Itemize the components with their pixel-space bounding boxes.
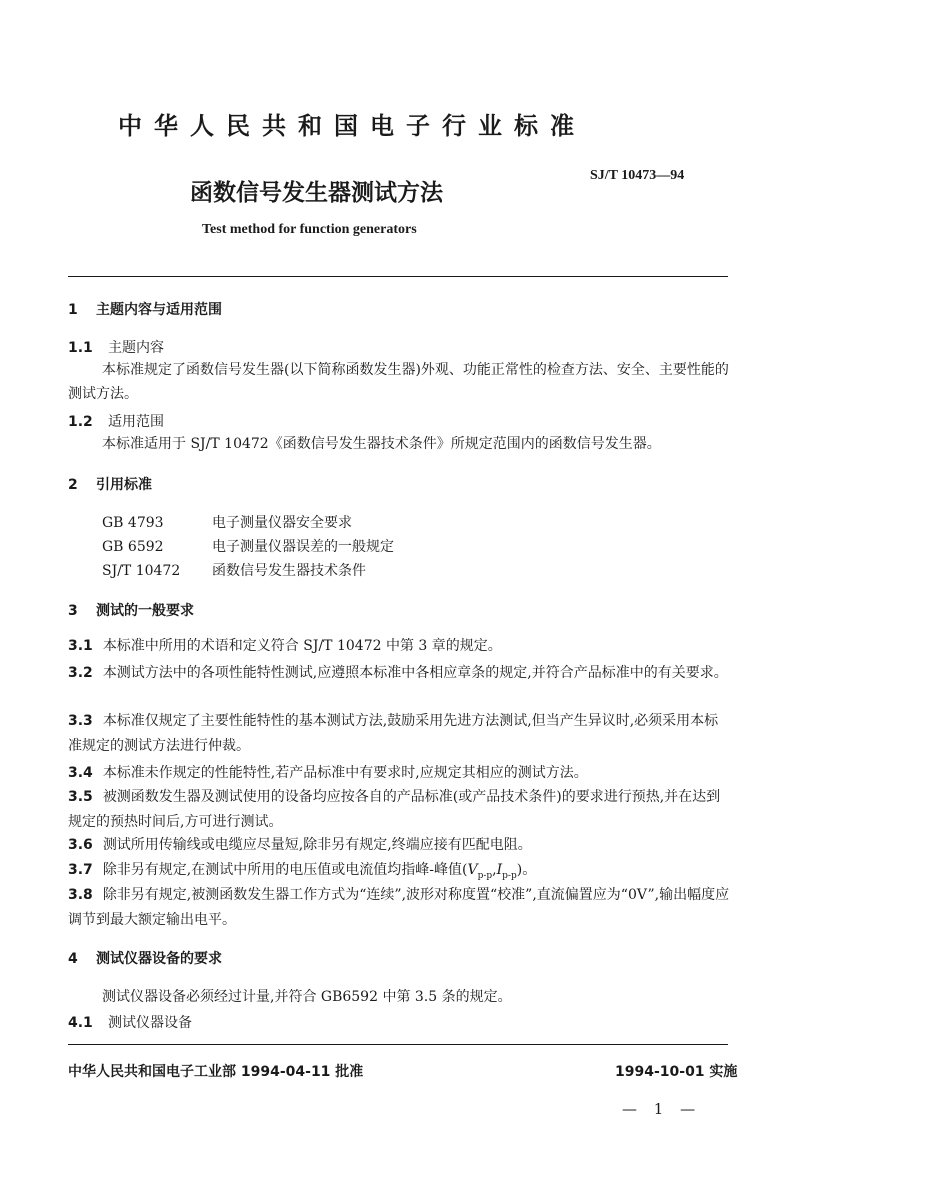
clause-3-6: 3.6 测试所用传输线或电缆应尽量短,除非另有规定,终端应接有匹配电阻。 (68, 837, 532, 853)
document-title: 函数信号发生器测试方法 (190, 180, 443, 206)
reference-code: GB 4793 (102, 515, 164, 531)
current-subscript: p-p (502, 870, 517, 881)
reference-code: SJ/T 10472 (102, 563, 181, 579)
section-1-2-heading: 1.2 适用范围 (68, 414, 164, 430)
reference-row (102, 535, 394, 559)
approval-line: 中华人民共和国电子工业部 1994-04-11 批准 (68, 1064, 364, 1080)
reference-name: 电子测量仪器误差的一般规定 (212, 539, 394, 555)
footer-divider (68, 1044, 728, 1045)
reference-code: GB 6592 (102, 539, 164, 555)
issuing-organization: 中华人民共和国电子行业标准 (118, 112, 586, 140)
voltage-subscript: p-p (477, 870, 493, 881)
section-4-heading: 4 测试仪器设备的要求 (68, 951, 222, 967)
standard-number: SJ/T 10473—94 (590, 168, 685, 183)
section-1-2-text: 本标准适用于 SJ/T 10472《函数信号发生器技术条件》所规定范围内的函数信号发生器。 (102, 436, 661, 452)
section-1-1-text: 本标准规定了函数信号发生器(以下简称函数发生器)外观、功能正常性的检查方法、安全、主要性能的测试方法。 (68, 362, 729, 402)
clause-3-5: 3.5 被测函数发生器及测试使用的设备均应按各自的产品标准(或产品技术条件)的要求进行预热,并在达到规定的预热时间后,方可进行测试。 (68, 789, 721, 830)
section-1-1-heading: 1.1 主题内容 (68, 340, 164, 356)
clause-3-7: 3.7 除非另有规定,在测试中所用的电压值或电流值均指峰-峰值$(V_{p-p},I_{p-p})$。 (68, 862, 537, 881)
clause-3-2: 3.2 本测试方法中的各项性能特性测试,应遵照本标准中各相应章条的规定,并符合产品标准中的有关要求。 (68, 665, 728, 681)
clause-3-4: 3.4 本标准未作规定的性能特性,若产品标准中有要求时,应规定其相应的测试方法。 (68, 765, 588, 781)
reference-name: 函数信号发生器技术条件 (212, 563, 366, 579)
clause-3-1: 3.1 本标准中所用的术语和定义符合 SJ/T 10472 中第 3 章的规定。 (68, 638, 502, 654)
page-number: — 1 — (622, 1100, 702, 1118)
section-4-text: 测试仪器设备必须经过计量,并符合 GB6592 中第 3.5 条的规定。 (102, 989, 512, 1005)
section-1-heading: 1 主题内容与适用范围 (68, 302, 222, 318)
header-divider (68, 276, 728, 277)
reference-name: 电子测量仪器安全要求 (212, 515, 352, 531)
clause-3-8: 3.8 除非另有规定,被测函数发生器工作方式为“连续”,波形对称度置“校准”,直流偏置应为“0V”,输出幅度应调节到最大额定输出电平。 (68, 887, 730, 928)
section-2-heading: 2 引用标准 (68, 477, 152, 493)
clause-3-3: 3.3 本标准仅规定了主要性能特性的基本测试方法,鼓励采用先进方法测试,但当产生异议时,必须采用本标准规定的测试方法进行仲裁。 (68, 713, 719, 754)
section-3-heading: 3 测试的一般要求 (68, 603, 194, 619)
section-4-1-heading: 4.1 测试仪器设备 (68, 1015, 192, 1031)
reference-row (102, 511, 352, 535)
voltage-symbol: V (467, 862, 478, 878)
reference-row (102, 559, 366, 583)
implementation-date: 1994-10-01 实施 (615, 1064, 738, 1080)
english-title: Test method for function generators (202, 222, 417, 237)
current-symbol: I (496, 862, 503, 878)
